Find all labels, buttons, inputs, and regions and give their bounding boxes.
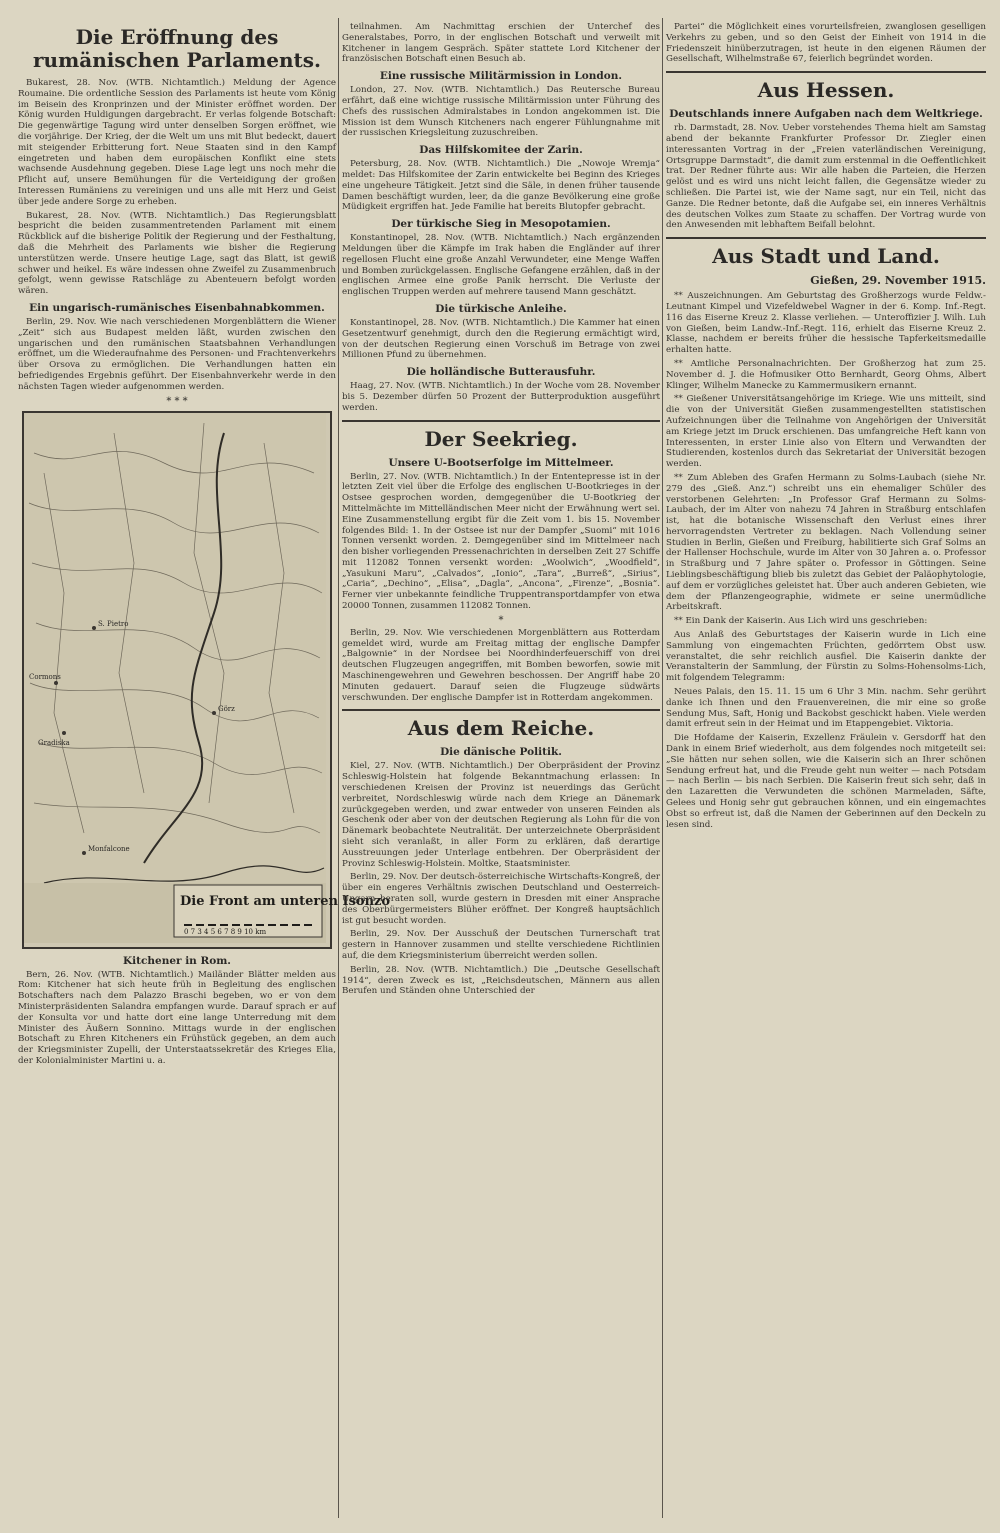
article-paragraph: ** Auszeichnungen. Am Geburtstag des Großherzogs wurde Feldw.-Leutnant Kimpel und Vizefeldwebel Wagner in der 6. Komp. Inf.-Regt. 116 das Eiserne Kreuz 2. Klasse verliehen. — Unteroffizier J. Wilh. Luh von Gießen, beim Landw.-Inf.-Regt. 116, erhielt das Eiserne Kreuz 2. Klasse, nachdem er bereits früher die hessische Tapferkeitsmedaille erhalten hatte. [666,291,986,356]
section-headline: Aus dem Reiche. [407,716,595,741]
map-caption: Die Front am unteren Isonzo [180,893,391,909]
article-paragraph: ** Amtliche Personalnachrichten. Der Großherzog hat zum 25. November d. J. die Hofmusiker Otto Bernhardt, Georg Ohms, Albert Klinger, Wilhelm Manecke zu Kammermusikern ernannt. [666,358,986,391]
article-paragraph: Bukarest, 28. Nov. (WTB. Nichtamtlich.) Meldung der Agence Roumaine. Die ordentliche Session des Parlaments ist heute vom König im Beisein des Kronprinzen und der Minister eröffnet worden. Der König wurden Huldigungen dargebracht. Er verlas folgende Botschaft: Die gegenwärtige Tagung wird unter denselben Sorgen eröffnet, wie die vorjährige. Der Krieg, der die Welt um uns mit Blut bedeckt, dauert mit steigender Erbitterung fort. Neue Staaten sind in den Kampf eingetreten und haben dem europäischen Konflikt eine stets wachsende Ausdehnung gegeben. Diese Lage legt uns noch mehr die Pflicht auf, unsere Bemühungen für die Verteidigung der großen Interessen Rumäniens zu vereinigen und uns alle mit Herz und Geist über jede andere Sorge zu erheben. [18,78,336,207]
article-subheading: Der türkische Sieg in Mesopotamien. [391,218,611,231]
article-subheading: Deutschlands innere Aufgaben nach dem Weltkriege. [669,108,983,121]
article-paragraph: teilnahmen. Am Nachmittag erschien der Unterchef des Generalstabes, Porro, in der englischen Botschaft und verweilt mit Kitchener in langem Gespräch. Später stattete Lord Kitchener der französischen Botschaft einen Besuch ab. [342,22,660,65]
article-paragraph: Berlin, 29. Nov. Wie nach verschiedenen Morgenblättern die Wiener „Zeit“ sich aus Budapest melden läßt, wurden zwischen den ungarischen und den rumänischen Staatsbahnen Verhandlungen eröffnet, um die Wiederaufnahme des Personen- und Frachtenverkehrs über Orsova zu ermöglichen. Die Verhandlungen hatten ein befriedigendes Ergebnis geführt. Der Eisenbahnverkehr werde in den nächsten Tagen wieder aufgenommen werden. [18,316,336,392]
article-paragraph: rb. Darmstadt, 28. Nov. Ueber vorstehendes Thema hielt am Samstag abend der bekannte Frankfurter Professor Dr. Ziegler einen interessanten Vortrag in der „Freien vaterländischen Vereinigung, Ortsgruppe Darmstadt“, die damit zum erstenmal in die Oeffentlichkeit trat. Der Redner führte aus: Wir alle haben die Parteien, die Herzen gelöst und es wird uns nicht leicht fallen, die Gegensätze wieder zu schließen. Die Partei ist, wie der Name sagt, nur ein Teil, nicht das Ganze. Die Redner betonte, daß die Aufgabe sei, ein inneres Verhältnis des deutschen Volkes zum Staate zu schaffen. Der Vortrag wurde von den Anwesenden mit lebhaftem Beifall belohnt. [666,123,986,231]
map-place-label: Görz [218,704,235,713]
map-place-label: Monfalcone [88,844,130,853]
article-paragraph: Berlin, 29. Nov. Der deutsch-österreichische Wirtschafts-Kongreß, der über ein engeres Verhältnis zwischen Deutschland und Oesterreich-Ungarn beraten soll, wurde gestern in Dresden mit einer Ansprache des Oberbürgermeisters Blüher eröffnet. Der Kongreß hauptsächlich ist gut besucht worden. [342,872,660,926]
article-paragraph: Haag, 27. Nov. (WTB. Nichtamtlich.) In der Woche vom 28. November bis 5. Dezember dürfen 50 Prozent der Butterproduktion ausgeführt werden. [342,381,660,413]
article-paragraph: Bern, 26. Nov. (WTB. Nichtamtlich.) Mailänder Blätter melden aus Rom: Kitchener hat sich heute früh in Begleitung des englischen Botschafters nach dem Palazzo Braschi begeben, wo er von dem Ministerpräsidenten Salandra empfangen wurde. Darauf sprach er auf der Konsulta vor und hatte dort eine lange Unterredung mit dem Minister des Äußern Sonnino. Mittags wurde in der englischen Botschaft zu Ehren Kitcheners ein Frühstück gegeben, an dem auch der Kriegsminister Zupelli, der Unterstaatssekretär des Krieges Elia, der Kolonialminister Martini u. a. [18,969,336,1066]
map-place-label: Gradiska [38,738,70,747]
section-headline: Aus Hessen. [757,78,895,103]
article-paragraph: Aus Anlaß des Geburtstages der Kaiserin wurde in Lich eine Sammlung von eingemachten Früchten, gedörrtem Obst usw. veranstaltet, die sehr reichlich ausfiel. Die Kaiserin dankte der Veranstalterin der Sammlung, der Fürstin zu Solms-Hohensolms-Lich, mit folgendem Telegramm: [666,630,986,684]
article-subheading: Die türkische Anleihe. [435,302,567,315]
article-subheading: Unsere U-Bootserfolge im Mittelmeer. [388,456,614,469]
article-paragraph: ** Zum Ableben des Grafen Hermann zu Solms-Laubach (siehe Nr. 279 des „Gieß. Anz.“) schreibt uns ein ehemaliger Schüler des verstorbenen Gelehrten: „In Professor Graf Hermann zu Solms-Laubach, der im Alter von nahezu 74 Jahren in Straßburg entschlafen ist, hat die botanische Wissenschaft den Verlust eines ihrer hervorragendsten Vertreter zu beklagen. Nach Vollendung seiner Studien in Berlin, Gießen und Freiburg, habilitierte sich Graf Solms an der Hallenser Hochschule, wurde im Alter von 30 Jahren a. o. Professor in Straßburg und 7 Jahre später o. Professor in Göttingen. Seine Lieblingsbeschäftigung blieb bis zuletzt das Gebiet der Paläophytologie, auf dem er vorzügliches geleistet hat. Über auch anderen Gebieten, wie dem der Pflanzengeographie, widmete er seine unermüdliche Arbeitskraft. [666,472,986,613]
article-paragraph: Die Hofdame der Kaiserin, Exzellenz Fräulein v. Gersdorff hat den Dank in einem Brief wiederholt, aus dem folgendes noch mitgeteilt sei: „Sie hätten nur sehen sollen, wie die Kaiserin sich an Ihrer schönen Sendung erfreut hat, und die Freude geht nun weiter — nach Potsdam — nach Berlin — bis nach Serbien. Die Kaiserin freut sich sehr, daß in den Lazaretten die Verwundeten die schönen Marmeladen, Säfte, Gelees und Honig sehr gut gebrauchen können, und ein eingemachtes Obst so erfreut ist, daß die Namen der Geberinnen auf den Deckeln zu lesen sind. [666,733,986,830]
article-paragraph: Berlin, 27. Nov. (WTB. Nichtamtlich.) In der Ententepresse ist in der letzten Zeit viel über die Erfolge des englischen U-Bootkrieges in der Ostsee gesprochen worden, demgegenüber die U-Bootkrieg der Mittelmächte im Mittelländischen Meer nicht der Erwähnung wert sei. Eine Zusammenstellung ergibt für die Zeit vom 1. bis 15. November folgendes Bild: 1. In der Ostsee ist nur der Dampfer „Suomi“ mit 1016 Tonnen versenkt worden. 2. Demgegenüber sind im Mittelmeer nach den bisher vorliegenden Pressenachrichten in derselben Zeit 27 Schiffe mit 112082 Tonnen versenkt worden: „Woolwich“, „Woodfield“, „Yasukuni Maru“, „Calvados“, „Ionio“, „Tara“, „Burreß“, „Sirius“, „Caria“, „Dechino“, „Elisa“, „Dagla“, „Ancona“, „Firenze“, „Bosnia“. Ferner vier unbekannte feindliche Truppentransportdampfer von etwa 20000 Tonnen, zusammen 112082 Tonnen. [342,471,660,612]
article-paragraph: Berlin, 29. Nov. Der Ausschuß der Deutschen Turnerschaft trat gestern in Hannover zusammen und stellte verschiedene Richtlinien auf, die dem Kriegsministerium überreicht werden sollen. [342,929,660,961]
map-scale: 0 7 3 4 5 6 7 8 9 10 km [184,927,267,936]
map-drawing [24,413,391,943]
article-paragraph: ** Gießener Universitätsangehörige im Kriege. Wie uns mitteilt, sind die von der Universität Gießen zusammengestellten statistischen Aufzeichnungen über die Teilnahme von Angehörigen der Universität am Kriege jetzt im Druck erschienen. Das umfangreiche Heft kann von Interessenten, in erster Linie also von Eltern und Verwandten der Studierenden, kostenlos durch das Sekretariat der Universität bezogen werden. [666,394,986,470]
article-subheading: Kitchener in Rom. [123,954,231,967]
article-paragraph: Neues Palais, den 15. 11. 15 um 6 Uhr 3 Min. nachm. Sehr gerührt danke ich Ihnen und den Frauenvereinen, die mir eine so große Sendung Mus, Saft, Honig und Backobst geschickt haben. Viele werden damit erfreut sein in der Heimat und im Etappengebiet. Viktoria. [666,687,986,730]
article-paragraph: Konstantinopel, 28. Nov. (WTB. Nichtamtlich.) Nach ergänzenden Meldungen über die Kämpfe im Irak haben die Engländer auf ihrer regellosen Flucht eine große Anzahl Verwundeter, eine Menge Waffen und Bomben zurückgelassen. Englische Gefangene erzählen, daß in der englischen Armee eine große Panik herrscht. Die Verluste der englischen Truppen werden auf mehrere tausend Mann geschätzt. [342,233,660,298]
column-3 [666,22,986,833]
article-subheading: Die dänische Politik. [440,746,562,759]
front-map [22,411,391,949]
article-paragraph: Berlin, 29. Nov. Wie verschiedenen Morgenblättern aus Rotterdam gemeldet wird, wurde am Freitag mittag der englische Dampfer „Balgownie“ in der Nordsee bei Noordhinderfeuerschiff von drei deutschen Flugzeugen angegriffen, mit Bomben beworfen, sowie mit Maschinengewehren und Gewehren beschossen. Der Angriff habe 20 Minuten gedauert. Darauf seien die Flugzeuge südwärts verschwunden. Der englische Dampfer ist in Rotterdam angekommen. [342,627,660,703]
article-subheading: Eine russische Militärmission in London. [379,70,623,83]
section-divider [342,709,660,711]
article-subheading: Das Hilfskomitee der Zarin. [419,144,583,157]
section-divider [342,420,660,422]
article-subheading: Die holländische Butterausfuhr. [406,366,596,379]
section-headline: Der Seekrieg. [424,426,578,451]
article-paragraph: Kiel, 27. Nov. (WTB. Nichtamtlich.) Der Oberpräsident der Provinz Schleswig-Holstein hat folgende Bekanntmachung erlassen: In verschiedenen Kreisen der Provinz ist neuerdings das Gerücht verbreitet, Nordschleswig würde nach dem Kriege an Dänemark zurückgegeben werden, und zwar entweder von unseren Feinden als Geschenk oder aber von der deutschen Regierung als Lohn für die von Dänemark beobachtete Neutralität. Der unterzeichnete Oberpräsident sieht sich veranlaßt, in aller Form zu erklären, daß derartige Ausstreuungen jeder Unterlage entbehren. Der Oberpräsident der Provinz Schleswig-Holstein. Moltke, Staatsminister. [342,761,660,869]
section-headline: Aus Stadt und Land. [712,244,940,269]
section-separator: * [498,614,504,626]
article-paragraph: London, 27. Nov. (WTB. Nichtamtlich.) Das Reutersche Bureau erfährt, daß eine wichtige russische Militärmission unter Führung des Chefs des russischen Admiralstabes in London angekommen ist. Die Mission ist dem Wunsch Kitcheners nach engerer Fühlungnahme mit der russischen Kriegsleitung zuzuschreiben. [342,85,660,139]
article-paragraph: ** Ein Dank der Kaiserin. Aus Lich wird uns geschrieben: [674,616,928,627]
map-place-label: Cormons [29,672,61,681]
article-paragraph: Partei“ die Möglichkeit eines vorurteilsfreien, zwanglosen geselligen Verkehrs zu geben, und so den Geist der Einheit von 1914 in die Friedenszeit hinüberzutragen, ist heute in den eigenen Räumen der Gesellschaft, Wilhelmstraße 67, feierlich begründet worden. [666,22,986,65]
article-paragraph: Bukarest, 28. Nov. (WTB. Nichtamtlich.) Das Regierungsblatt bespricht die beiden zusammentretenden Parlament mit einem Rückblick auf die bisherige Politik der Regierung und der Festhaltung, daß die Mehrheit des Parlaments wie bisher die Regierung unterstützen werde. Unsere heutige Lage, sagt das Blatt, ist gewiß schwer und heikel. Es wäre indessen ohne Zweifel zu Zusammenbruch gefolgt, wenn gewisse Ratschläge zu Abenteuern befolgt worden wären. [18,210,336,297]
column-2 [342,22,660,1000]
article-paragraph: Petersburg, 28. Nov. (WTB. Nichtamtlich.) Die „Nowoje Wremja“ meldet: Das Hilfskomitee der Zarin entwickelte bei Beginn des Krieges eine ungeheure Tätigkeit. Jetzt sind die Säle, in denen früher tausende Damen beschäftigt wurden, leer, da die ganze Bevölkerung eine große Müdigkeit ergriffen hat. Jede Familie hat bereits Blutopfer gebracht. [342,159,660,213]
section-separator: * * * [166,395,188,407]
map-place-label: S. Pietro [98,619,129,628]
article-subheading: Ein ungarisch-rumänisches Eisenbahnabkommen. [29,301,325,314]
dateline: Gießen, 29. November 1915. [810,274,986,288]
article-paragraph: Berlin, 28. Nov. (WTB. Nichtamtlich.) Die „Deutsche Gesellschaft 1914“, deren Zweck es ist, „Reichsdeutschen, Männern aus allen Berufen und Ständen ohne Unterschied der [342,964,660,997]
article-paragraph: Konstantinopel, 28. Nov. (WTB. Nichtamtlich.) Die Kammer hat einen Gesetzentwurf genehmigt, durch den die Regierung ermächtigt wird, von der deutschen Regierung einen Vorschuß im Betrage von zwei Millionen Pfund zu übernehmen. [342,317,660,361]
section-divider [666,237,986,239]
section-divider [666,71,986,73]
column-rule [338,18,339,1518]
column-1 [18,22,391,1070]
article-headline: Die Eröffnung des rumänischen Parlaments. [33,25,321,72]
column-rule [662,18,663,1518]
